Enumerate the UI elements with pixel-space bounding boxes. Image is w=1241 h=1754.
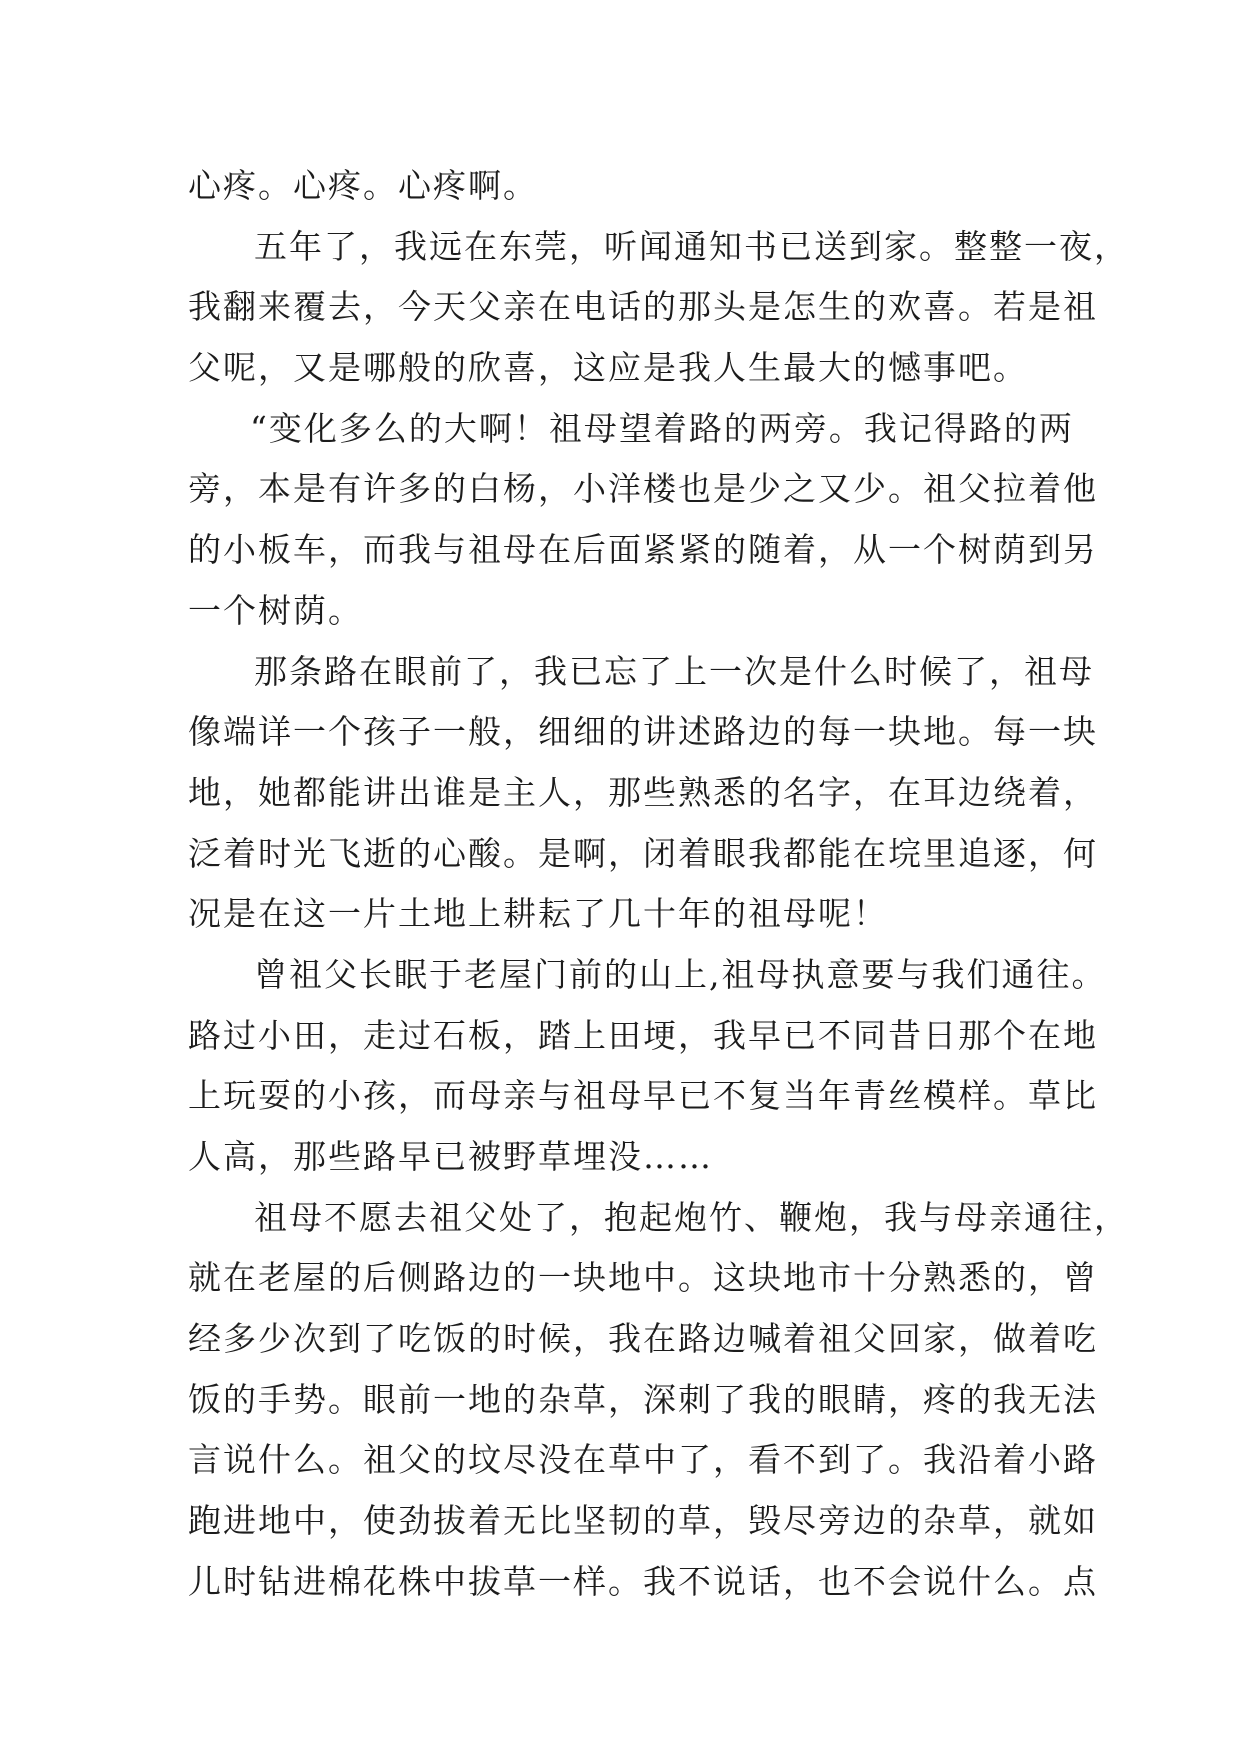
text-line: 地，她都能讲出谁是主人，那些熟悉的名字，在耳边绕着，	[188, 772, 1098, 812]
paragraph-first-line: 曾祖父长眠于老屋门前的山上,祖母执意要与我们通往。	[254, 954, 1107, 994]
text-line: 心疼。心疼。心疼啊。	[188, 166, 538, 205]
text-line: 儿时钻进棉花株中拔草一样。我不说话，也不会说什么。点	[188, 1561, 1098, 1601]
text-line: 一个树荫。	[188, 590, 363, 630]
text-line: 上玩耍的小孩，而母亲与祖母早已不复当年青丝模样。草比	[188, 1076, 1098, 1116]
text-line: 泛着时光飞逝的心酸。是啊，闭着眼我都能在垸里追逐，何	[188, 833, 1098, 873]
paragraph-first-line: “变化多么的大啊！祖母望着路的两旁。我记得路的两	[250, 408, 1074, 448]
paragraph-first-line: 祖母不愿去祖父处了，抱起炮竹、鞭炮，我与母亲通往，	[254, 1197, 1129, 1237]
text-line: 像端详一个孩子一般，细细的讲述路边的每一块地。每一块	[188, 712, 1098, 752]
paragraph-first-line: 那条路在眼前了，我已忘了上一次是什么时候了，祖母	[254, 651, 1094, 691]
text-line: 人高，那些路早已被野草埋没……	[188, 1137, 713, 1176]
text-line: 父呢，又是哪般的欣喜，这应是我人生最大的憾事吧。	[188, 348, 1028, 388]
text-line: 我翻来覆去，今天父亲在电话的那头是怎生的欢喜。若是祖	[188, 287, 1098, 327]
text-line: 就在老屋的后侧路边的一块地中。这块地市十分熟悉的，曾	[188, 1258, 1098, 1298]
text-line: 言说什么。祖父的坟尽没在草中了，看不到了。我沿着小路	[188, 1440, 1098, 1480]
text-line: 况是在这一片土地上耕耘了几十年的祖母呢！	[188, 894, 888, 934]
text-line: 饭的手势。眼前一地的杂草，深刺了我的眼睛，疼的我无法	[188, 1379, 1098, 1419]
text-line: 经多少次到了吃饭的时候，我在路边喊着祖父回家，做着吃	[188, 1319, 1098, 1359]
text-line: 路过小田，走过石板，踏上田埂，我早已不同昔日那个在地	[188, 1015, 1098, 1055]
paragraph-first-line: 五年了，我远在东莞，听闻通知书已送到家。整整一夜，	[254, 226, 1129, 266]
text-line: 旁，本是有许多的白杨，小洋楼也是少之又少。祖父拉着他	[188, 469, 1098, 509]
body-text	[188, 156, 1129, 1613]
text-line: 跑进地中，使劲拔着无比坚韧的草，毁尽旁边的杂草，就如	[188, 1501, 1098, 1541]
text-line: 的小板车，而我与祖母在后面紧紧的随着，从一个树荫到另	[188, 530, 1098, 570]
